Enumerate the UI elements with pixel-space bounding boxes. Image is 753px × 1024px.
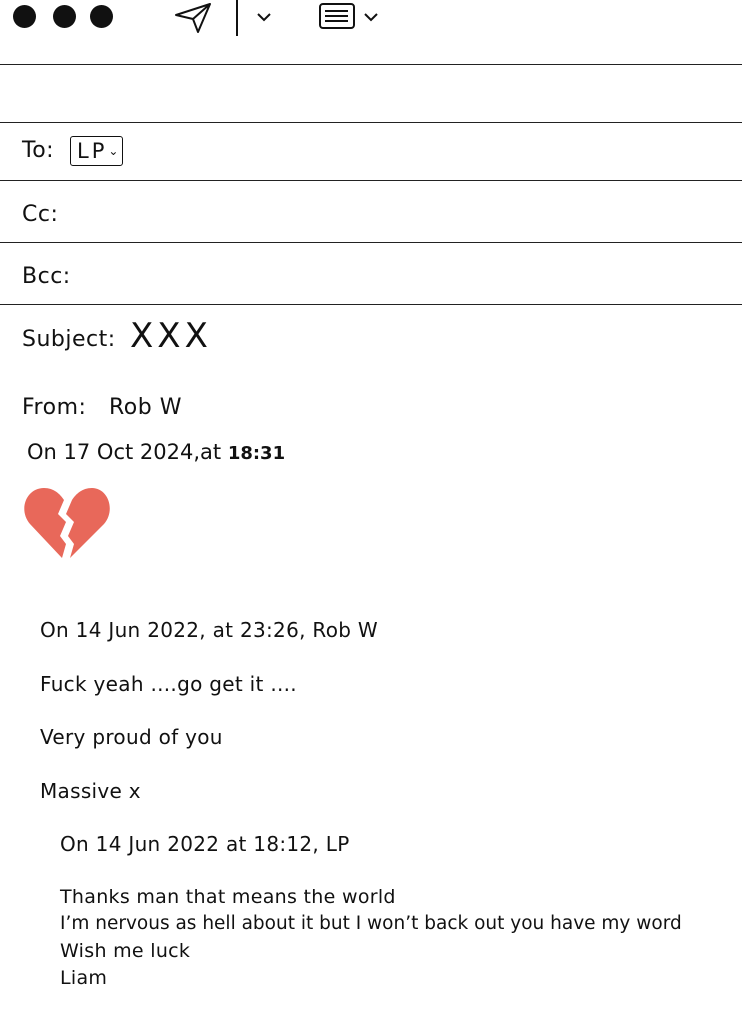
date-line-time: 18:31 (227, 443, 286, 464)
chevron-down-icon: ⌄ (108, 144, 119, 158)
to-field[interactable] (150, 130, 740, 174)
date-line-prefix: On 17 Oct 2024,at (27, 440, 222, 464)
zoom-window-button[interactable] (90, 5, 113, 28)
quote1-header: On 14 Jun 2022, at 23:26, Rob W (40, 618, 378, 642)
quote2-line4: Liam (60, 967, 108, 989)
format-button[interactable] (318, 2, 358, 32)
message-date-line (27, 440, 285, 464)
format-options-dropdown[interactable] (362, 9, 380, 23)
quote2-header: On 14 Jun 2022 at 18:12, LP (60, 832, 350, 856)
from-label: From: (22, 395, 87, 420)
quote2-line3: Wish me luck (60, 940, 191, 962)
bcc-label: Bcc: (22, 264, 71, 289)
chevron-down-icon (362, 10, 380, 24)
message-format-icon (318, 2, 358, 32)
cc-label: Cc: (22, 202, 59, 227)
chevron-down-icon (255, 10, 273, 24)
send-button[interactable] (174, 1, 214, 35)
paper-plane-icon (174, 1, 214, 35)
to-divider (0, 180, 742, 181)
send-options-dropdown[interactable] (255, 9, 273, 23)
toolbar-separator (236, 0, 238, 36)
toolbar-divider (0, 64, 742, 65)
subject-label: Subject: (22, 327, 116, 352)
quote1-line3: Massive x (40, 779, 141, 803)
quote1-line2: Very proud of you (40, 725, 223, 749)
subject-field[interactable]: XXX (130, 316, 212, 356)
quote1-line1: Fuck yeah ....go get it .... (40, 672, 297, 696)
broken-heart-icon (24, 484, 110, 564)
to-recipient-name: LP (77, 139, 108, 163)
quote2-line1: Thanks man that means the world (60, 886, 396, 908)
to-recipient-chip[interactable] (70, 136, 123, 166)
from-value[interactable]: Rob W (109, 395, 182, 420)
to-label: To: (22, 138, 55, 163)
close-window-button[interactable] (13, 5, 36, 28)
minimize-window-button[interactable] (53, 5, 76, 28)
cc-divider (0, 242, 742, 243)
bcc-field[interactable] (80, 256, 740, 298)
quote2-line2: I’m nervous as hell about it but I won’t back out you have my word (60, 913, 682, 934)
cc-field[interactable] (70, 194, 740, 236)
header-divider (0, 122, 742, 123)
bcc-divider (0, 304, 742, 305)
